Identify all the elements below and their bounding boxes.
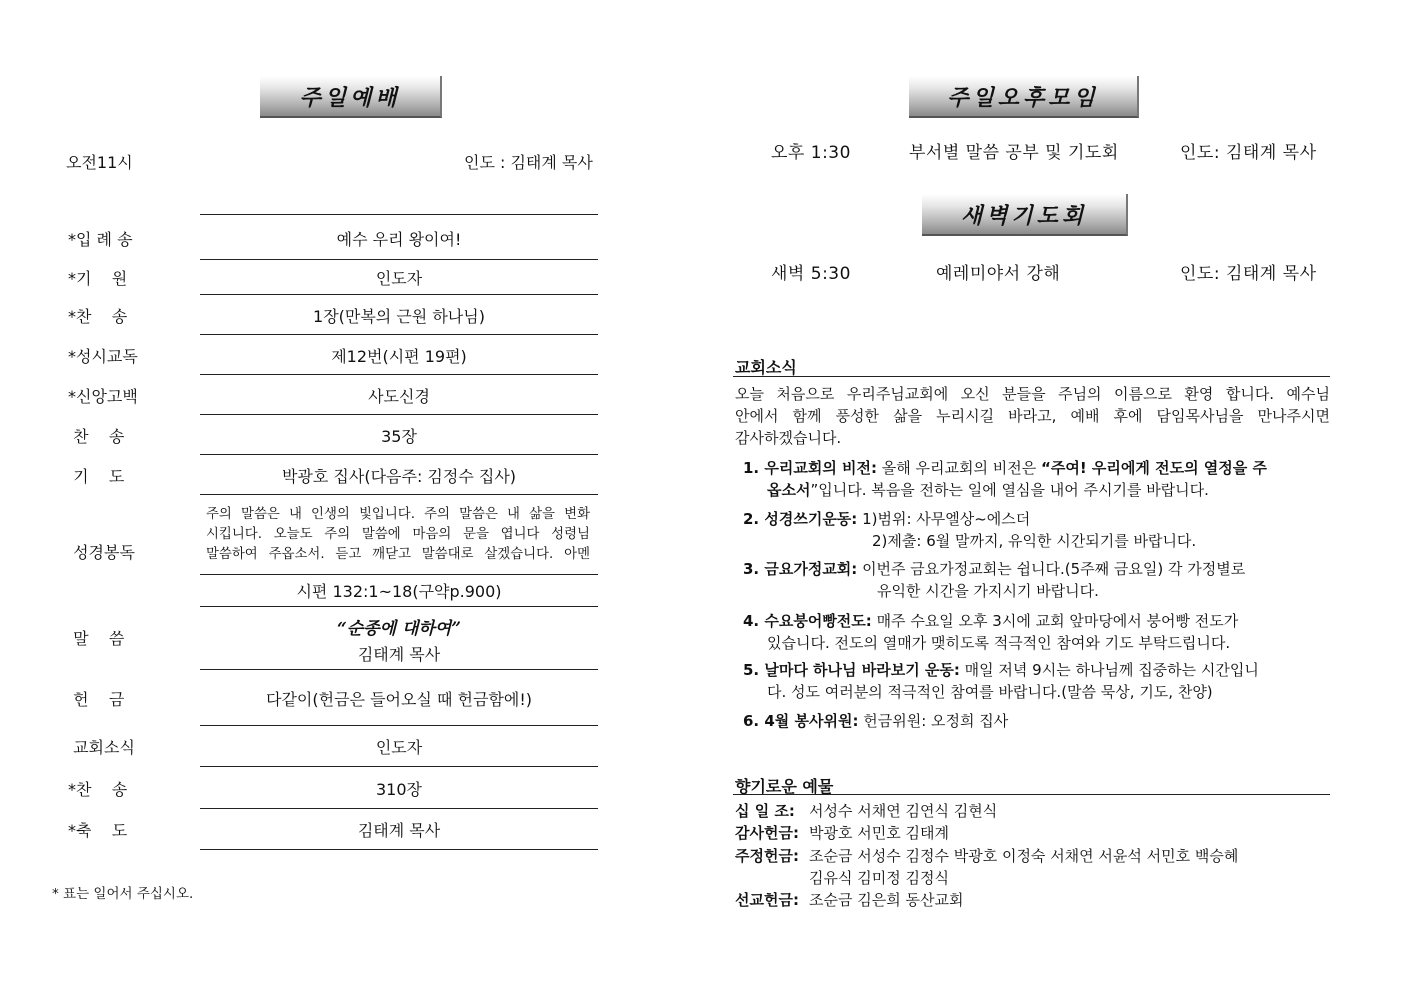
- offerings-rule: [733, 794, 1330, 795]
- afternoon-description: 부서별 말씀 공부 및 기도회: [909, 143, 1119, 163]
- news-item-head: 2. 성경쓰기운동:: [743, 510, 858, 528]
- news-item-text: 매일 저녁 9시는 하나님께 집중하는 시간입니: [959, 661, 1259, 679]
- row-content: 예수 우리 왕이여!: [336, 230, 462, 249]
- tithe-names: 서성수 서채연 김연식 김현식: [809, 802, 998, 820]
- news-item-text: 이번주 금요가정교회는 쉽니다.(5주째 금요일) 각 가정별로: [857, 560, 1246, 578]
- news-item-text: 헌금위원: 오정희 집사: [858, 712, 1009, 730]
- news-item-text: 2)제출: 6월 말까지, 유익한 시간되기를 바랍니다.: [872, 532, 1197, 550]
- welcome-line: 안에서 함께 풍성한 삶을 누리시길 바라고, 예배 후에 담임목사님을 만나주시면: [735, 407, 1330, 425]
- weekly-row-cont: [809, 867, 949, 888]
- dawn-prayer-title: [922, 194, 1128, 236]
- worship-time: 오전11시: [66, 153, 133, 172]
- weekly-names-cont: 김유식 김미정 김정식: [809, 869, 949, 887]
- row-content: 35장: [381, 427, 417, 446]
- dawn-leader: 인도: 김태계 목사: [1180, 264, 1317, 284]
- vision-quote-end: 옵소서: [767, 481, 811, 499]
- news-item-head: 3. 금요가정교회:: [743, 560, 858, 578]
- row-content: 1장(만복의 근원 하나님): [313, 307, 485, 326]
- dawn-time: 새벽 5:30: [771, 264, 851, 284]
- news-item-head: 4. 수요붕어빵전도:: [743, 612, 872, 630]
- sunday-worship-title: [260, 76, 442, 118]
- news-item-text: 1)범위: 사무엘상~에스더: [857, 510, 1031, 528]
- weekly-label: 주정헌금:: [735, 847, 799, 865]
- weekly-names: 조순금 서성수 김정수 박광호 이정숙 서채연 서윤석 서민호 백승혜: [809, 847, 1239, 865]
- mission-row: [735, 889, 963, 910]
- afternoon-meeting-title-text: 주일오후모임: [947, 84, 1099, 111]
- welcome-line: 오늘 처음으로 우리주님교회에 오신 분들을 주님의 이름으로 환영 합니다. 예수님: [735, 385, 1330, 403]
- news-item-6: [743, 710, 1330, 732]
- row-label: *축 도: [68, 821, 128, 840]
- standing-footnote: * 표는 일어서 주십시오.: [52, 886, 194, 902]
- afternoon-time: 오후 1:30: [771, 143, 851, 163]
- table-rule: [200, 214, 598, 215]
- tithe-label: 십 일 조:: [735, 802, 795, 820]
- table-rule: [200, 334, 598, 335]
- table-rule: [200, 259, 598, 260]
- news-item-head: 5. 날마다 하나님 바라보기 운동:: [743, 661, 960, 679]
- row-label: 교회소식: [68, 738, 135, 757]
- row-label: 말 씀: [68, 629, 125, 648]
- row-content: 인도자: [375, 738, 423, 757]
- scripture-prayer-text: [206, 505, 590, 565]
- news-item-head: 1. 우리교회의 비전:: [743, 459, 878, 477]
- row-content: 박광호 집사(다음주: 김정수 집사): [281, 467, 517, 486]
- row-label: *입 례 송: [68, 230, 133, 249]
- news-item-head: 6. 4월 봉사위원:: [743, 712, 859, 730]
- row-content: 김태계 목사: [357, 821, 441, 840]
- thanks-names: 박광호 서민호 김태계: [809, 824, 949, 842]
- row-label: *성시교독: [68, 347, 138, 366]
- sermon-preacher: 김태계 목사: [357, 645, 441, 664]
- row-content: 인도자: [375, 269, 423, 288]
- news-item-text: 다. 성도 여러분의 적극적인 참여를 바랍니다.(말씀 묵상, 기도, 찬양): [767, 683, 1213, 701]
- dawn-description: 예레미야서 강해: [936, 264, 1061, 284]
- church-news-rule: [733, 376, 1330, 377]
- table-rule: [200, 849, 598, 850]
- sunday-worship-title-text: 주일예배: [299, 84, 401, 111]
- table-rule: [200, 414, 598, 415]
- tithe-row: [735, 800, 997, 821]
- row-label: *찬 송: [68, 307, 128, 326]
- welcome-paragraph: [735, 383, 1330, 449]
- row-content: 사도신경: [368, 387, 430, 406]
- news-item-2: [743, 508, 1330, 552]
- row-content: 제12번(시편 19편): [331, 347, 467, 366]
- offerings-heading: 향기로운 예물: [735, 777, 834, 796]
- table-rule: [200, 606, 598, 607]
- table-rule: [200, 669, 598, 670]
- row-label: *신앙고백: [68, 387, 138, 406]
- welcome-line: 감사하겠습니다.: [735, 429, 842, 447]
- row-label: 성경봉독: [68, 543, 135, 562]
- row-label: 찬 송: [68, 427, 125, 446]
- scripture-prayer-line: 주의 말씀은 내 인생의 빛입니다. 주의 말씀은 내 삶을 변화: [206, 507, 590, 522]
- news-item-text: ”입니다. 복음을 전하는 일에 열심을 내어 주시기를 바랍니다.: [810, 481, 1209, 499]
- row-label: *기 원: [68, 269, 128, 288]
- news-item-5: [743, 659, 1330, 703]
- thanks-label: 감사헌금:: [735, 824, 799, 842]
- scripture-prayer-line: 말씀하여 주옵소서. 듣고 깨닫고 말씀대로 살겠습니다. 아멘: [206, 547, 590, 562]
- news-item-4: [743, 610, 1330, 654]
- afternoon-leader: 인도: 김태계 목사: [1180, 143, 1317, 163]
- table-rule: [200, 454, 598, 455]
- table-rule: [200, 574, 598, 575]
- worship-leader: 인도 : 김태계 목사: [464, 153, 593, 172]
- table-rule: [200, 725, 598, 726]
- row-content: 310장: [376, 780, 422, 799]
- table-rule: [200, 766, 598, 767]
- scripture-passage: 시편 132:1~18(구약p.900): [296, 582, 502, 601]
- scripture-prayer-line: 시킵니다. 오늘도 주의 말씀에 마음의 문을 엽니다 성령님: [206, 527, 590, 542]
- news-item-1: [743, 457, 1330, 501]
- news-item-text: 매주 수요일 오후 3시에 교회 앞마당에서 붕어빵 전도가: [871, 612, 1239, 630]
- news-item-3: [743, 558, 1330, 602]
- afternoon-meeting-title: [909, 76, 1139, 118]
- thanks-row: [735, 822, 949, 843]
- table-rule: [200, 808, 598, 809]
- weekly-row: [735, 845, 1238, 866]
- news-item-text: 유익한 시간을 가지시기 바랍니다.: [877, 582, 1099, 600]
- row-label: 기 도: [68, 467, 125, 486]
- row-label: 헌 금: [68, 690, 125, 709]
- dawn-prayer-title-text: 새벽기도회: [960, 202, 1088, 229]
- row-label: *찬 송: [68, 780, 128, 799]
- table-rule: [200, 374, 598, 375]
- table-rule: [200, 294, 598, 295]
- row-content: 다같이(헌금은 들어오실 때 헌금함에!): [266, 690, 532, 709]
- mission-label: 선교헌금:: [735, 891, 799, 909]
- sermon-title: “순종에 대하여”: [336, 619, 461, 639]
- news-item-text: 있습니다. 전도의 열매가 맺히도록 적극적인 참여와 기도 부탁드립니다.: [767, 634, 1231, 652]
- vision-quote: “주여! 우리에게 전도의 열정을 주: [1041, 459, 1267, 477]
- table-rule: [200, 494, 598, 495]
- mission-names: 조순금 김은희 동산교회: [809, 891, 964, 909]
- church-news-heading: 교회소식: [735, 358, 797, 377]
- news-item-text: 올해 우리교회의 비전은: [877, 459, 1041, 477]
